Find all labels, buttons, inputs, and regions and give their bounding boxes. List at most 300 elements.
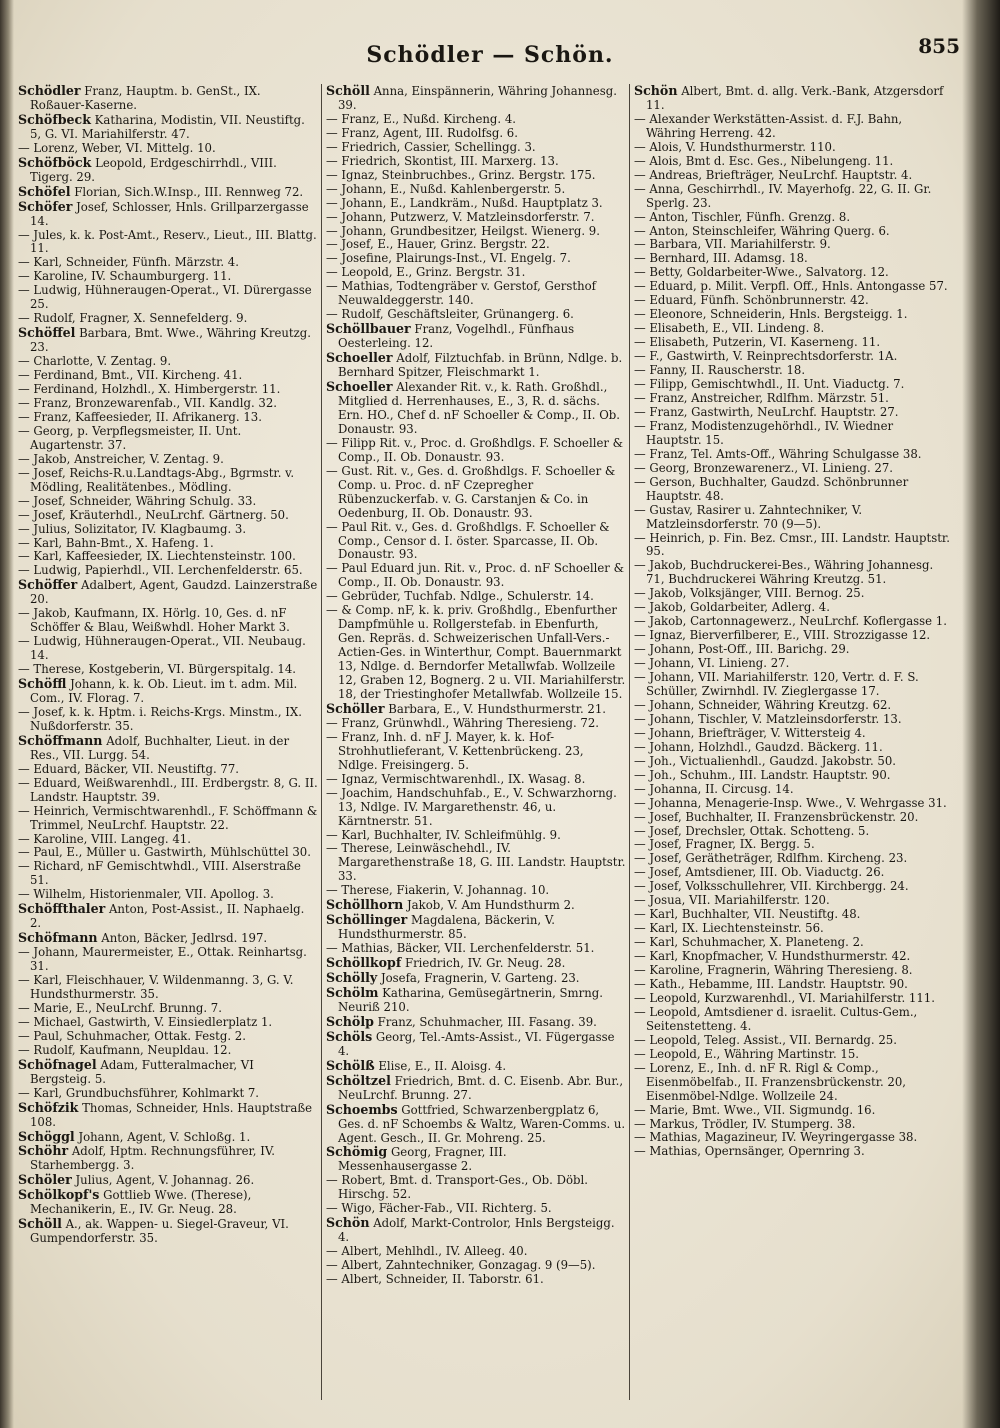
directory-entry bbox=[326, 1174, 626, 1202]
directory-entry bbox=[18, 860, 318, 888]
entry-details: — Gustav, Rasirer u. Zahntechniker, V. Matzleinsdorferstr. 70 (9—5). bbox=[634, 502, 863, 531]
directory-entry bbox=[634, 141, 950, 155]
entry-details: — Josef, Gerätheträger, Rdlfhm. Kircheng. 23. bbox=[634, 851, 908, 866]
entry-details: — Georg, p. Verpflegsmeister, II. Unt. Augartenstr. 37. bbox=[18, 423, 242, 452]
entry-details: — Josef, Volksschullehrer, VII. Kirchbergg. 24. bbox=[634, 879, 909, 894]
entry-details: Adolf, Buchhalter, Lieut. in der Res., VII. Lurgg. 54. bbox=[30, 733, 290, 762]
directory-entry bbox=[18, 1217, 318, 1246]
entry-surname: Schön bbox=[634, 84, 678, 98]
page-title: Schödler — Schön. bbox=[366, 42, 614, 68]
directory-entry bbox=[634, 378, 950, 392]
directory-entry bbox=[634, 1006, 950, 1034]
directory-entry bbox=[326, 169, 626, 183]
entry-details: — Karl, Buchhalter, IV. Schleifmühlg. 9. bbox=[326, 827, 561, 842]
directory-entry bbox=[634, 978, 950, 992]
entry-details: Johann, Agent, V. Schloßg. 1. bbox=[78, 1129, 251, 1144]
entry-details: — Johann, E., Landkräm., Nußd. Hauptplatz 3. bbox=[326, 195, 603, 210]
entry-details: Barbara, Bmt. Wwe., Währing Kreutzg. 23. bbox=[30, 326, 311, 355]
directory-entry bbox=[18, 578, 318, 607]
directory-entry bbox=[326, 1059, 626, 1074]
directory-entry bbox=[634, 266, 950, 280]
entry-details: — Ignaz, Bierverfilberer, E., VIII. Strozzigasse 12. bbox=[634, 628, 931, 643]
entry-details: Josef, Schlosser, Hnls. Grillparzergasse 14. bbox=[30, 199, 309, 228]
entry-details: Anna, Einspännerin, Währing Johannesg. 39. bbox=[338, 84, 617, 112]
entry-details: Florian, Sich.W.Insp., III. Rennweg 72. bbox=[74, 184, 304, 199]
entry-details: — Karl, Fleischhauer, V. Wildenmanng. 3, G. V. Hundsthurmerstr. 35. bbox=[18, 973, 294, 1001]
directory-entry bbox=[18, 425, 318, 453]
directory-entry bbox=[634, 811, 950, 825]
entry-details: — Karl, Schneider, Fünfh. Märzstr. 4. bbox=[18, 255, 239, 270]
entry-details: Jakob, V. Am Hundsthurm 2. bbox=[406, 898, 575, 913]
directory-entry bbox=[18, 931, 318, 946]
entry-surname: Schöffel bbox=[18, 325, 76, 341]
entry-details: — Ferdinand, Bmt., VII. Kircheng. 41. bbox=[18, 368, 243, 383]
entry-details: Adolf, Filztuchfab. in Brünn, Ndlge. b. Bernhard Spitzer, Fleischmarkt 1. bbox=[338, 351, 623, 380]
entry-surname: Schöfzik bbox=[18, 1099, 79, 1115]
directory-entry bbox=[326, 351, 626, 380]
directory-entry bbox=[326, 1259, 626, 1273]
directory-entry bbox=[18, 1173, 318, 1188]
entry-details: Georg, Fragner, III. Messenhausergasse 2. bbox=[338, 1145, 507, 1174]
entry-details: — Johann, Putzwerz, V. Matzleinsdorferstr. 7. bbox=[326, 209, 595, 224]
directory-entry bbox=[634, 462, 950, 476]
entry-details: — Jakob, Cartonnagewerz., NeuLrchf. Koflergasse 1. bbox=[634, 614, 947, 629]
entry-surname: Schölkopf's bbox=[18, 1187, 100, 1203]
entry-details: — Rudolf, Fragner, X. Sennefelderg. 9. bbox=[18, 311, 248, 326]
entry-details: — Franz, Anstreicher, Rdlfhm. Märzstr. 51. bbox=[634, 390, 889, 405]
entry-details: — Karoline, VIII. Langeg. 41. bbox=[18, 831, 191, 846]
directory-entry bbox=[18, 369, 318, 383]
directory-entry bbox=[326, 280, 626, 308]
directory-entry bbox=[18, 564, 318, 578]
directory-entry bbox=[18, 113, 318, 142]
directory-entry bbox=[18, 1101, 318, 1130]
entry-details: — & Comp. nF, k. k. priv. Großhdlg., Ebenfurther Dampfmühle u. Rollgerstefab. in Ebenfurth, Gen. Repräs. d. Schweizerischen Unfall-Vers.-Actien-Ges. in Winterthur, Compt. Bauernmarkt 13, Ndlge. d. Berndorfer Metallwfab. Wollzeile 12, Graben 12, Bognerg. 2 u. VII. Mariahilferstr. 18, der Triestinghofer Metallwfab. Wollzeile 15. bbox=[326, 603, 626, 701]
entry-details: — Joh., Victualienhdl., Gaudzd. Jakobstr. 50. bbox=[634, 753, 896, 768]
directory-entry bbox=[326, 956, 626, 971]
entry-details: — Therese, Kostgeberin, VI. Bürgerspitalg. 14. bbox=[18, 662, 297, 677]
entry-details: Adolf, Hptm. Rechnungsführer, IV. Starhembergg. 3. bbox=[30, 1144, 275, 1173]
directory-entry bbox=[634, 1062, 950, 1104]
entry-details: — Leopold, Teleg. Assist., VII. Bernardg. 25. bbox=[634, 1032, 897, 1047]
directory-entry bbox=[634, 169, 950, 183]
entry-details: Adam, Futteralmacher, VI Bergsteig. 5. bbox=[30, 1057, 254, 1086]
directory-entry bbox=[326, 590, 626, 604]
directory-entry bbox=[326, 773, 626, 787]
directory-entry bbox=[326, 1074, 626, 1103]
directory-entry bbox=[18, 1002, 318, 1016]
directory-entry bbox=[18, 1058, 318, 1087]
entry-details: — Jakob, Anstreicher, V. Zentag. 9. bbox=[18, 451, 224, 466]
entry-details: — Therese, Fiakerin, V. Johannag. 10. bbox=[326, 883, 550, 898]
directory-entry bbox=[18, 397, 318, 411]
entry-details: — Franz, Bronzewarenfab., VII. Kandlg. 32. bbox=[18, 395, 277, 410]
entry-details: Friedrich, IV. Gr. Neug. 28. bbox=[404, 956, 566, 971]
entry-details: — Franz, Modistenzugehörhdl., IV. Wiedner Hauptstr. 15. bbox=[634, 418, 894, 447]
entry-details: Katharina, Modistin, VII. Neustiftg. 5, G. VI. Mariahilferstr. 47. bbox=[30, 112, 305, 141]
entry-details: — Johanna, Menagerie-Insp. Wwe., V. Wehrgasse 31. bbox=[634, 795, 947, 810]
directory-entry bbox=[634, 476, 950, 504]
entry-details: Anton, Bäcker, Jedlrsd. 197. bbox=[101, 931, 268, 946]
directory-entry bbox=[634, 713, 950, 727]
entry-details: — Leopold, E., Währing Martinstr. 15. bbox=[634, 1046, 859, 1061]
entry-details: — Karoline, Fragnerin, Währing Theresieng. 8. bbox=[634, 963, 913, 978]
directory-entry bbox=[634, 1048, 950, 1062]
directory-column-3 bbox=[634, 84, 950, 1414]
entry-details: — Mathias, Magazineur, IV. Weyringergasse 38. bbox=[634, 1130, 918, 1145]
entry-details: Katharina, Gemüsegärtnerin, Smrng. Neuriß 210. bbox=[338, 986, 603, 1014]
directory-entry bbox=[18, 523, 318, 537]
directory-entry bbox=[634, 699, 950, 713]
entry-details: — Josef, Schneider, Währing Schulg. 33. bbox=[18, 493, 257, 508]
directory-entry bbox=[326, 731, 626, 773]
entry-surname: Schöfböck bbox=[18, 154, 92, 170]
page-edge-left bbox=[0, 0, 14, 1428]
entry-details: — Ignaz, Vermischtwarenhdl., IX. Wasag. 8. bbox=[326, 771, 586, 786]
entry-details: — Leopold, E., Grinz. Bergstr. 31. bbox=[326, 265, 526, 280]
entry-surname: Schöffl bbox=[18, 676, 67, 692]
entry-details: — Paul Rit. v., Ges. d. Großhdlgs. F. Schoeller & Comp., Censor d. I. öster. Sparcasse, II. Ob. Donaustr. 93. bbox=[326, 519, 610, 562]
entry-details: — Richard, nF Gemischtwhdl., VIII. Alserstraße 51. bbox=[18, 859, 301, 888]
directory-column-1 bbox=[18, 84, 318, 1414]
entry-details: — Paul, E., Müller u. Gastwirth, Mühlschüttel 30. bbox=[18, 845, 311, 860]
directory-entry bbox=[634, 211, 950, 225]
entry-details: — Franz, Agent, III. Rudolfsg. 6. bbox=[326, 125, 518, 140]
entry-details: — Anton, Steinschleifer, Währing Querg. 6. bbox=[634, 223, 890, 238]
entry-details: — Josef, Buchhalter, II. Franzensbrückenstr. 20. bbox=[634, 809, 919, 824]
directory-entry bbox=[634, 741, 950, 755]
entry-details: — Ludwig, Hühneraugen-Operat., VI. Dürergasse 25. bbox=[18, 283, 312, 312]
page-number: 855 bbox=[918, 34, 960, 58]
directory-entry bbox=[18, 1030, 318, 1044]
entry-details: — Johann, Post-Off., III. Barichg. 29. bbox=[634, 642, 850, 657]
directory-entry bbox=[634, 852, 950, 866]
entry-details: — F., Gastwirth, V. Reinprechtsdorferstr. 1A. bbox=[634, 349, 898, 364]
directory-entry bbox=[326, 465, 626, 521]
directory-entry bbox=[18, 326, 318, 355]
entry-details: Alexander Rit. v., k. Rath. Großhdl., Mitglied d. Herrenhauses, E., 3, R. d. sächs. Ern. HO., Chef d. nF Schoeller & Comp., II. Ob. Donaustr. 93. bbox=[338, 380, 620, 436]
directory-entry bbox=[18, 537, 318, 551]
directory-entry bbox=[634, 615, 950, 629]
entry-details: — Jakob, Kaufmann, IX. Hörlg. 10, Ges. d. nF Schöffer & Blau, Weißwhdl. Hoher Markt 3. bbox=[18, 606, 290, 635]
entry-details: — Georg, Bronzewarenerz., VI. Linieng. 27. bbox=[634, 460, 894, 475]
directory-entry bbox=[18, 888, 318, 902]
directory-entry bbox=[634, 364, 950, 378]
directory-entry bbox=[326, 942, 626, 956]
entry-surname: Schöllkopf bbox=[326, 955, 402, 971]
entry-details: — Fanny, II. Rauscherstr. 18. bbox=[634, 363, 806, 378]
directory-entry bbox=[634, 225, 950, 239]
entry-details: — Wilhelm, Historienmaler, VII. Apollog. 3. bbox=[18, 887, 274, 902]
directory-entry bbox=[18, 763, 318, 777]
entry-details: — Franz, Grünwhdl., Währing Theresieng. 72. bbox=[326, 715, 600, 730]
entry-surname: Schöfel bbox=[18, 183, 71, 199]
entry-details: Gottfried, Schwarzenbergplatz 6, Ges. d. nF Schoembs & Waltz, Waren-Comms. u. Agent. Gesch., II. Gr. Mohreng. 25. bbox=[338, 1102, 626, 1145]
entry-details: — Eleonore, Schneiderin, Hnls. Bergsteigg. 1. bbox=[634, 307, 908, 322]
directory-entry bbox=[18, 84, 318, 113]
directory-entry bbox=[326, 787, 626, 829]
directory-entry bbox=[634, 504, 950, 532]
entry-surname: Schöllhorn bbox=[326, 897, 404, 913]
directory-entry bbox=[634, 587, 950, 601]
directory-entry bbox=[18, 270, 318, 284]
entry-details: — Jakob, Buchdruckerei-Bes., Währing Johannesg. 71, Buchdruckerei Währing Kreutzg. 51. bbox=[634, 558, 934, 587]
directory-entry bbox=[326, 308, 626, 322]
directory-entry bbox=[326, 113, 626, 127]
entry-details: — Ferdinand, Holzhdl., X. Himbergerstr. 11. bbox=[18, 382, 281, 397]
entry-surname: Schöfnagel bbox=[18, 1056, 97, 1072]
entry-details: — Elisabeth, Putzerin, VI. Kaserneng. 11. bbox=[634, 335, 881, 350]
directory-entry bbox=[634, 84, 950, 113]
entry-details: — Alexander Werkstätten-Assist. d. F.J. Bahn, Währing Herreng. 42. bbox=[634, 111, 903, 140]
entry-details: — Jules, k. k. Post-Amt., Reserv., Lieut., III. Blattg. 11. bbox=[18, 227, 317, 256]
entry-details: Anton, Post-Assist., II. Naphaelg. 2. bbox=[30, 902, 305, 931]
directory-entry bbox=[326, 238, 626, 252]
directory-entry bbox=[634, 1145, 950, 1159]
entry-details: Magdalena, Bäckerin, V. Hundsthurmerstr. 85. bbox=[338, 913, 555, 942]
entry-details: — Franz, Kaffeesieder, II. Afrikanerg. 13. bbox=[18, 409, 262, 424]
directory-entry bbox=[634, 336, 950, 350]
directory-entry bbox=[326, 225, 626, 239]
directory-entry bbox=[634, 280, 950, 294]
entry-surname: Schöfmann bbox=[18, 930, 98, 946]
entry-details: Georg, Tel.-Amts-Assist., VI. Fügergasse 4. bbox=[338, 1029, 615, 1058]
directory-column-2 bbox=[326, 84, 626, 1414]
entry-details: — Josef, Reichs-R.u.Landtags-Abg., Bgrmstr. v. Mödling, Realitätenbes., Mödling. bbox=[18, 465, 295, 494]
entry-details: — Leopold, Amtsdiener d. israelit. Cultus-Gem., Seitenstetteng. 4. bbox=[634, 1004, 918, 1033]
directory-entry bbox=[634, 880, 950, 894]
directory-entry bbox=[326, 717, 626, 731]
directory-entry bbox=[18, 706, 318, 734]
entry-details: — Franz, Gastwirth, NeuLrchf. Hauptstr. 27. bbox=[634, 404, 899, 419]
entry-details: — Johann, Schneider, Währing Kreutzg. 62. bbox=[634, 697, 892, 712]
entry-details: — Johann, Maurermeister, E., Ottak. Reinhartsg. 31. bbox=[18, 945, 307, 974]
entry-details: — Friedrich, Skontist, III. Marxerg. 13. bbox=[326, 153, 559, 168]
directory-entry bbox=[634, 769, 950, 783]
entry-details: — Eduard, Fünfh. Schönbrunnerstr. 42. bbox=[634, 293, 869, 308]
directory-entry bbox=[634, 294, 950, 308]
entry-details: — Joachim, Handschuhfab., E., V. Schwarzhorng. 13, Ndlge. IV. Margarethenstr. 46, u. Kärntnerstr. 51. bbox=[326, 785, 617, 828]
directory-entry bbox=[326, 1202, 626, 1216]
directory-entry bbox=[18, 974, 318, 1002]
directory-entry bbox=[18, 902, 318, 931]
entry-details: — Heinrich, p. Fin. Bez. Cmsr., III. Landstr. Hauptstr. 95. bbox=[634, 530, 950, 559]
entry-details: Franz, Vogelhdl., Fünfhaus Oesterleing. 12. bbox=[338, 322, 575, 351]
directory-entry bbox=[326, 971, 626, 986]
entry-details: — Therese, Leinwäschehdl., IV. Margarethenstraße 18, G. III. Landstr. Hauptstr. 33. bbox=[326, 841, 626, 884]
directory-entry bbox=[634, 559, 950, 587]
directory-entry bbox=[18, 453, 318, 467]
entry-details: — Josef, Kräuterhdl., NeuLrchf. Gärtnerg. 50. bbox=[18, 507, 289, 522]
entry-details: — Karl, Grundbuchsführer, Kohlmarkt 7. bbox=[18, 1085, 260, 1100]
directory-entry bbox=[18, 142, 318, 156]
directory-entry bbox=[18, 1087, 318, 1101]
directory-entry bbox=[634, 727, 950, 741]
directory-entry bbox=[326, 211, 626, 225]
entry-details: Adolf, Markt-Controlor, Hnls Bergsteigg. 4. bbox=[338, 1216, 615, 1245]
entry-details: — Bernhard, III. Adamsg. 18. bbox=[634, 251, 808, 266]
entry-surname: Schöll bbox=[18, 1216, 62, 1232]
directory-entry bbox=[326, 141, 626, 155]
entry-surname: Schömig bbox=[326, 1144, 388, 1160]
column-divider bbox=[629, 84, 630, 1400]
entry-details: — Johanna, II. Circusg. 14. bbox=[634, 781, 794, 796]
directory-entry bbox=[634, 392, 950, 406]
entry-details: — Karl, Kaffeesieder, IX. Liechtensteinstr. 100. bbox=[18, 549, 296, 564]
entry-surname: Schöffer bbox=[18, 577, 78, 593]
entry-details: — Albert, Schneider, II. Taborstr. 61. bbox=[326, 1272, 544, 1287]
entry-details: — Karl, Bahn-Bmt., X. Hafeng. 1. bbox=[18, 535, 214, 550]
entry-details: — Eduard, p. Milit. Verpfl. Off., Hnls. Antongasse 57. bbox=[634, 279, 948, 294]
entry-details: — Anna, Geschirrhdl., IV. Mayerhofg. 22, G. II. Gr. Sperlg. 23. bbox=[634, 181, 932, 210]
directory-entry bbox=[326, 380, 626, 437]
directory-entry bbox=[18, 383, 318, 397]
directory-entry bbox=[634, 350, 950, 364]
directory-entry bbox=[634, 643, 950, 657]
entry-details: Friedrich, Bmt. d. C. Eisenb. Abr. Bur., NeuLrchf. Brunng. 27. bbox=[338, 1073, 624, 1102]
directory-entry bbox=[18, 734, 318, 763]
directory-entry bbox=[634, 420, 950, 448]
directory-entry bbox=[634, 866, 950, 880]
entry-details: Adalbert, Agent, Gaudzd. Lainzerstraße 20. bbox=[30, 578, 318, 607]
entry-surname: Schoembs bbox=[326, 1101, 398, 1117]
directory-entry bbox=[634, 252, 950, 266]
directory-entry bbox=[18, 635, 318, 663]
directory-entry bbox=[634, 406, 950, 420]
entry-details: — Marie, Bmt. Wwe., VII. Sigmundg. 16. bbox=[634, 1102, 876, 1117]
directory-entry bbox=[18, 185, 318, 200]
entry-details: — Ignaz, Steinbruchbes., Grinz. Bergstr. 175. bbox=[326, 167, 596, 182]
entry-surname: Schöfbeck bbox=[18, 111, 91, 127]
directory-entry bbox=[326, 702, 626, 717]
entry-details: — Kath., Hebamme, III. Landstr. Hauptstr. 90. bbox=[634, 977, 908, 991]
entry-details: — Robert, Bmt. d. Transport-Ges., Ob. Döbl. Hirschg. 52. bbox=[326, 1173, 588, 1202]
entry-details: Elise, E., II. Aloisg. 4. bbox=[378, 1058, 507, 1073]
entry-surname: Schoeller bbox=[326, 350, 393, 366]
entry-details: — Barbara, VII. Mariahilferstr. 9. bbox=[634, 237, 831, 252]
entry-details: — Johann, E., Nußd. Kahlenbergerstr. 5. bbox=[326, 181, 566, 196]
entry-details: — Elisabeth, E., VII. Lindeng. 8. bbox=[634, 321, 825, 336]
entry-details: — Alois, V. Hundsthurmerstr. 110. bbox=[634, 139, 836, 154]
page-header bbox=[20, 34, 960, 74]
entry-details: — Julius, Solizitator, IV. Klagbaumg. 3. bbox=[18, 521, 247, 536]
entry-details: — Johann, VII. Mariahilferstr. 120, Vertr. d. F. S. Schüller, Zwirnhdl. IV. Zieglergasse 17. bbox=[634, 670, 919, 698]
entry-details: — Karl, IX. Liechtensteinstr. 56. bbox=[634, 921, 824, 936]
directory-entry bbox=[634, 601, 950, 615]
directory-entry bbox=[18, 256, 318, 270]
entry-details: — Mathias, Bäcker, VII. Lerchenfelderstr. 51. bbox=[326, 941, 595, 956]
directory-entry bbox=[18, 284, 318, 312]
directory-entry bbox=[326, 884, 626, 898]
entry-details: Josefa, Fragnerin, V. Garteng. 23. bbox=[380, 971, 580, 986]
entry-details: — Filipp Rit. v., Proc. d. Großhdlgs. F. Schoeller & Comp., II. Ob. Donaustr. 93. bbox=[326, 435, 624, 464]
directory-entry bbox=[326, 322, 626, 351]
entry-details: Johann, k. k. Ob. Lieut. im t. adm. Mil. Com., IV. Florag. 7. bbox=[30, 677, 298, 705]
entry-details: — Filipp, Gemischtwhdl., II. Unt. Viaductg. 7. bbox=[634, 377, 905, 392]
entry-details: — Eduard, Bäcker, VII. Neustiftg. 77. bbox=[18, 761, 239, 776]
entry-surname: Schön bbox=[326, 1215, 370, 1231]
directory-entry bbox=[634, 797, 950, 811]
entry-details: — Johann, Holzhdl., Gaudzd. Bäckerg. 11. bbox=[634, 739, 883, 754]
directory-entry bbox=[326, 1145, 626, 1174]
directory-entry bbox=[326, 127, 626, 141]
directory-entry bbox=[326, 252, 626, 266]
directory-entry bbox=[634, 183, 950, 211]
entry-details: — Gebrüder, Tuchfab. Ndlge., Schulerstr. 14. bbox=[326, 589, 594, 604]
directory-entry bbox=[326, 604, 626, 702]
directory-entry bbox=[326, 197, 626, 211]
directory-entry bbox=[634, 671, 950, 699]
directory-entry bbox=[634, 992, 950, 1006]
directory-entry bbox=[326, 183, 626, 197]
entry-details: — Karoline, IV. Schaumburgerg. 11. bbox=[18, 269, 232, 284]
directory-entry bbox=[18, 777, 318, 805]
entry-details: — Josef, k. k. Hptm. i. Reichs-Krgs. Minstm., IX. Nußdorferstr. 35. bbox=[18, 704, 302, 733]
entry-details: — Josefine, Plairungs-Inst., VI. Engelg. 7. bbox=[326, 251, 571, 266]
directory-entry bbox=[634, 755, 950, 769]
directory-entry bbox=[18, 1130, 318, 1145]
entry-details: — Eduard, Weißwarenhdl., III. Erdbergstr. 8, G. II. Landstr. Hauptstr. 39. bbox=[18, 775, 318, 804]
directory-entry bbox=[634, 1104, 950, 1118]
entry-surname: Schöls bbox=[326, 1028, 373, 1044]
entry-surname: Schölp bbox=[326, 1013, 374, 1029]
directory-entry bbox=[634, 908, 950, 922]
directory-entry bbox=[18, 607, 318, 635]
entry-surname: Schöller bbox=[326, 700, 385, 716]
directory-entry bbox=[634, 308, 950, 322]
entry-details: — Josef, Amtsdiener, III. Ob. Viaductg. 26. bbox=[634, 865, 885, 880]
entry-details: — Paul, Schuhmacher, Ottak. Festg. 2. bbox=[18, 1028, 246, 1043]
entry-details: — Lorenz, E., Inh. d. nF R. Rigl & Comp., Eisenmöbelfab., II. Franzensbrückenstr. 20, Eisenmöbel-Ndlge. Wollzeile 24. bbox=[634, 1060, 907, 1103]
directory-entry bbox=[18, 946, 318, 974]
entry-details: Thomas, Schneider, Hnls. Hauptstraße 108. bbox=[30, 1100, 313, 1129]
entry-surname: Schöffthaler bbox=[18, 901, 106, 917]
entry-details: — Karl, Buchhalter, VII. Neustiftg. 48. bbox=[634, 907, 861, 922]
entry-details: — Marie, E., NeuLrchf. Brunng. 7. bbox=[18, 1000, 222, 1015]
directory-entry bbox=[634, 657, 950, 671]
directory-entry bbox=[326, 155, 626, 169]
entry-details: — Gust. Rit. v., Ges. d. Großhdlgs. F. Schoeller & Comp. u. Proc. d. nF Czepregher Rübenzuckerfab. v. G. Carstanjen & Co. in Oedenburg, II. Ob. Donaustr. 93. bbox=[326, 463, 616, 520]
entry-details: — Josua, VII. Mariahilferstr. 120. bbox=[634, 893, 830, 908]
entry-surname: Schöll bbox=[326, 84, 370, 98]
directory-entry bbox=[18, 833, 318, 847]
directory-entry bbox=[634, 922, 950, 936]
entry-details: — Albert, Mehlhdl., IV. Alleeg. 40. bbox=[326, 1244, 528, 1259]
entry-surname: Schöggl bbox=[18, 1128, 75, 1144]
entry-details: — Alois, Bmt d. Esc. Ges., Nibelungeng. 11. bbox=[634, 153, 894, 168]
directory-entry bbox=[18, 411, 318, 425]
entry-details: — Karl, Schuhmacher, X. Planeteng. 2. bbox=[634, 935, 864, 950]
directory-entry bbox=[326, 913, 626, 942]
entry-details: — Johann, Tischler, V. Matzleinsdorferstr. 13. bbox=[634, 711, 902, 726]
directory-entry bbox=[18, 1016, 318, 1030]
entry-details: — Ludwig, Papierhdl., VII. Lerchenfelderstr. 65. bbox=[18, 563, 303, 578]
entry-details: Leopold, Erdgeschirrhdl., VIII. Tigerg. 29. bbox=[30, 155, 277, 184]
entry-details: — Josef, Drechsler, Ottak. Schotteng. 5. bbox=[634, 823, 870, 838]
directory-entry bbox=[634, 629, 950, 643]
entry-details: — Paul Eduard jun. Rit. v., Proc. d. nF Schoeller & Comp., II. Ob. Donaustr. 93. bbox=[326, 561, 624, 590]
directory-entry bbox=[18, 200, 318, 229]
entry-details: — Franz, Inh. d. nF J. Mayer, k. k. Hof-Strohhutlieferant, V. Kettenbrückeng. 23, Ndlge. Freisingerg. 5. bbox=[326, 729, 584, 772]
entry-details: — Andreas, Briefträger, NeuLrchf. Hauptstr. 4. bbox=[634, 167, 913, 182]
directory-entry bbox=[326, 829, 626, 843]
entry-surname: Schöffmann bbox=[18, 732, 103, 748]
directory-entry bbox=[18, 677, 318, 706]
directory-entry bbox=[634, 532, 950, 560]
column-divider bbox=[321, 84, 322, 1400]
entry-details: — Josef, Fragner, IX. Bergg. 5. bbox=[634, 837, 815, 852]
directory-entry bbox=[634, 838, 950, 852]
